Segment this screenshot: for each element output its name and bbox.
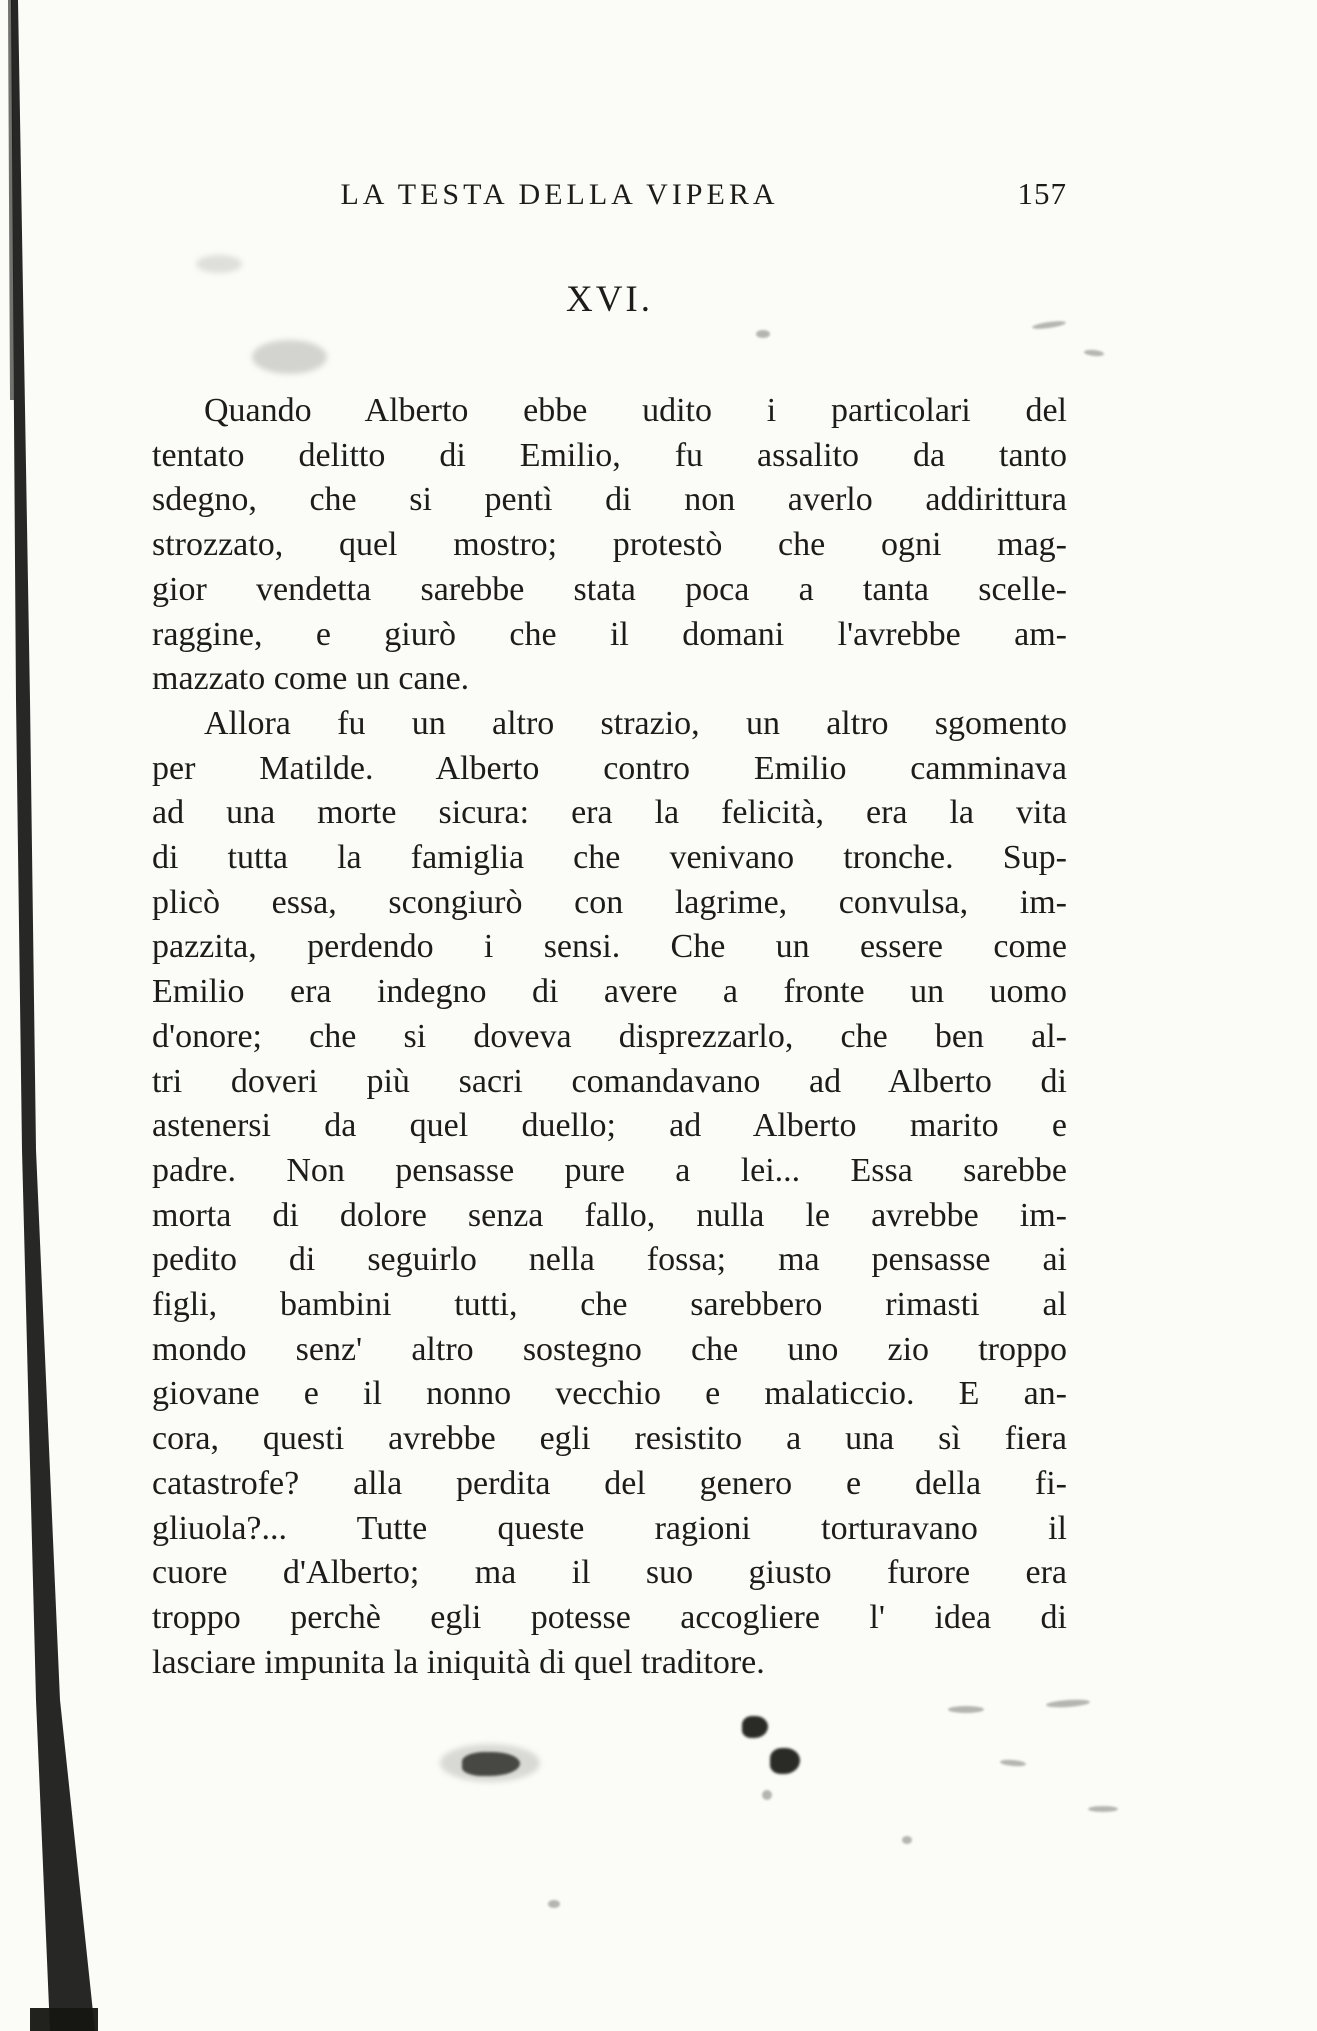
ink-fleck bbox=[1046, 1698, 1090, 1708]
chapter-heading: XVI. bbox=[565, 279, 653, 320]
text-line: mazzato come un cane. bbox=[152, 660, 470, 698]
ink-fleck bbox=[902, 1836, 912, 1844]
text-line: strozzato, quel mostro; protestò che ogni mag- bbox=[152, 526, 1067, 564]
ink-fleck bbox=[756, 330, 770, 338]
ink-fleck bbox=[1032, 320, 1067, 331]
book-title-header: LA TESTA DELLA VIPERA bbox=[340, 178, 779, 211]
text-line: figli, bambini tutti, che sarebbero rimasti al bbox=[152, 1286, 1067, 1324]
text-line: cuore d'Alberto; ma il suo giusto furore era bbox=[152, 1554, 1067, 1592]
text-line: plicò essa, scongiurò con lagrime, convulsa, im- bbox=[152, 883, 1067, 921]
text-line: troppo perchè egli potesse accogliere l' idea di bbox=[152, 1598, 1067, 1636]
ink-blot bbox=[742, 1716, 768, 1738]
text-line: Quando Alberto ebbe udito i particolari del bbox=[204, 392, 1067, 429]
text-line: cora, questi avrebbe egli resistito a una sì fiera bbox=[152, 1420, 1067, 1458]
text-line: giovane e il nonno vecchio e malaticcio. E an- bbox=[152, 1375, 1067, 1413]
text-line: per Matilde. Alberto contro Emilio camminava bbox=[152, 749, 1067, 787]
text-line: raggine, e giurò che il domani l'avrebbe am- bbox=[152, 615, 1067, 653]
ink-blot bbox=[770, 1748, 800, 1774]
text-line: sdegno, che si pentì di non averlo addirittura bbox=[152, 481, 1067, 519]
text-line: mondo senz' altro sostegno che uno zio troppo bbox=[152, 1330, 1067, 1368]
text-line: lasciare impunita la iniquità di quel traditore. bbox=[152, 1643, 765, 1681]
paragraph bbox=[152, 389, 1067, 702]
page-number: 157 bbox=[1017, 176, 1067, 211]
pencil-smudge bbox=[252, 340, 327, 374]
text-line: di tutta la famiglia che venivano tronche. Sup- bbox=[152, 839, 1067, 877]
running-header bbox=[152, 176, 1067, 212]
text-line: pazzita, perdendo i sensi. Che un essere come bbox=[152, 928, 1067, 966]
ink-blot bbox=[462, 1752, 520, 1776]
text-line: padre. Non pensasse pure a lei... Essa sarebbe bbox=[152, 1151, 1067, 1189]
text-line: gliuola?... Tutte queste ragioni torturavano il bbox=[152, 1509, 1067, 1547]
ink-smudge bbox=[440, 1744, 540, 1782]
text-line: pedito di seguirlo nella fossa; ma pensasse ai bbox=[152, 1241, 1067, 1279]
paragraph bbox=[152, 702, 1067, 1685]
ink-fleck bbox=[1000, 1759, 1026, 1767]
text-line: Emilio era indegno di avere a fronte un uomo bbox=[152, 973, 1067, 1011]
text-line: ad una morte sicura: era la felicità, era la vita bbox=[152, 794, 1067, 832]
text-line: Allora fu un altro strazio, un altro sgomento bbox=[204, 704, 1067, 742]
text-line: gior vendetta sarebbe stata poca a tanta scelle- bbox=[152, 570, 1067, 608]
text-line: morta di dolore senza fallo, nulla le avrebbe im- bbox=[152, 1196, 1067, 1234]
ink-fleck bbox=[948, 1706, 984, 1713]
text-line: d'onore; che si doveva disprezzarlo, che ben al- bbox=[152, 1017, 1067, 1055]
ink-fleck bbox=[548, 1900, 560, 1908]
pencil-smudge bbox=[196, 255, 242, 273]
ink-fleck bbox=[762, 1790, 772, 1800]
text-line: catastrofe? alla perdita del genero e della fi- bbox=[152, 1464, 1067, 1502]
ink-fleck bbox=[1088, 1806, 1118, 1812]
text-line: astenersi da quel duello; ad Alberto marito e bbox=[152, 1107, 1067, 1145]
text-line: tri doveri più sacri comandavano ad Alberto di bbox=[152, 1062, 1067, 1100]
text-line: tentato delitto di Emilio, fu assalito da tanto bbox=[152, 436, 1067, 474]
body-text bbox=[152, 389, 1067, 1685]
ink-fleck bbox=[1084, 349, 1105, 357]
